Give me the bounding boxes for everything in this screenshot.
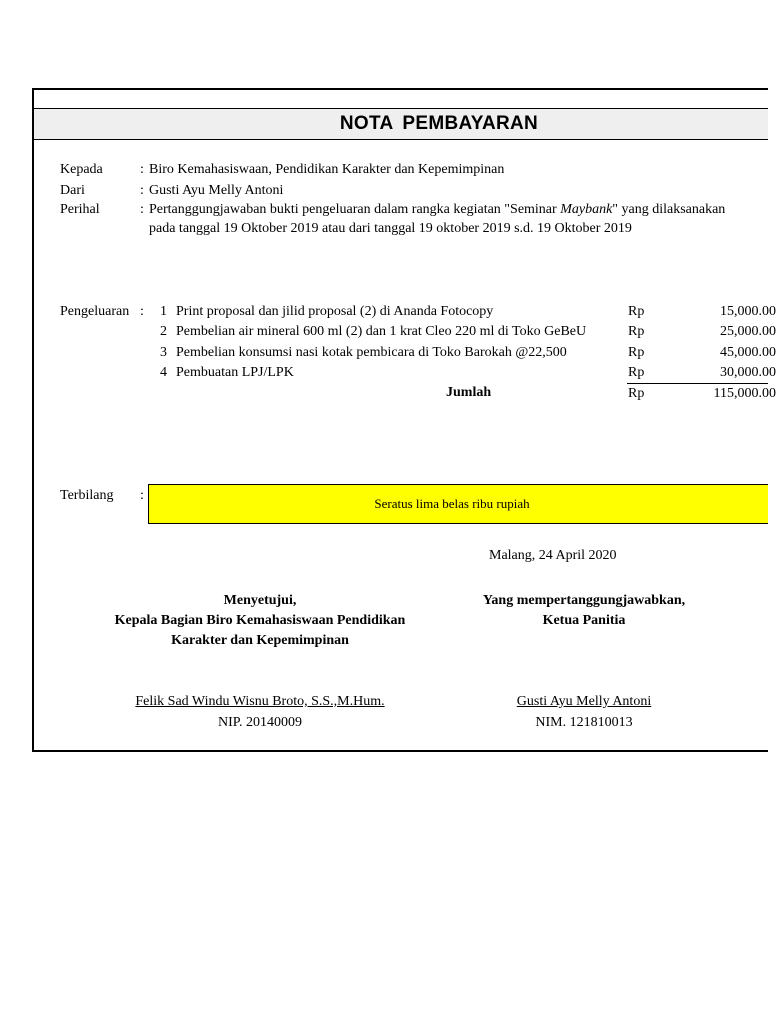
expense-amount: 15,000.00 [720,304,776,319]
left-signer-name-text: Felik Sad Windu Wisnu Broto, S.S.,M.Hum. [135,694,385,709]
total-amount-cell [668,385,776,403]
expense-amount: 45,000.00 [720,345,776,360]
dari-label: Dari [60,183,85,198]
pengeluaran-label: Pengeluaran [60,304,130,319]
kepada-label: Kepada [60,162,103,177]
place-date: Malang, 24 April 2020 [489,548,617,563]
expense-desc: Print proposal dan jilid proposal (2) di Ananda Fotocopy [176,304,494,319]
expense-no: 3 [160,345,167,360]
pengeluaran-colon: : [140,304,144,319]
expense-no: 1 [160,304,167,319]
terbilang-colon: : [140,488,144,503]
perihal-line1 [149,201,768,219]
perihal-line1-post: " yang dilaksanakan [612,202,726,217]
expense-currency: Rp [628,345,645,360]
left-sign-line1: Menyetujui, [223,593,297,608]
expense-amount-cell [668,364,776,382]
perihal-line1-pre: Pertanggungjawaban bukti pengeluaran dalam rangka kegiatan "Seminar [149,202,561,217]
left-sign-line3: Karakter dan Kepemimpinan [171,633,349,648]
total-amount: 115,000.00 [713,386,776,401]
expense-currency: Rp [628,304,645,319]
expense-amount-cell [668,323,776,341]
perihal-line1-italic: Maybank [560,202,613,217]
dari-value: Gusti Ayu Melly Antoni [149,183,284,198]
expense-currency: Rp [628,324,645,339]
expense-amount: 25,000.00 [720,324,776,339]
expense-desc: Pembuatan LPJ/LPK [176,365,294,380]
right-sign-line1: Yang mempertanggungjawabkan, [482,593,686,608]
right-signer-id: NIM. 121810013 [535,715,633,730]
left-sign-line2: Kepala Bagian Biro Kemahasiswaan Pendidikan [114,613,406,628]
right-signer-name [444,693,724,711]
terbilang-value: Seratus lima belas ribu rupiah [374,496,530,511]
expense-desc: Pembelian air mineral 600 ml (2) dan 1 krat Cleo 220 ml di Toko GeBeU [176,324,587,339]
total-currency: Rp [628,386,645,401]
perihal-line2: pada tanggal 19 Oktober 2019 atau dari tanggal 19 oktober 2019 s.d. 19 Oktober 2019 [149,221,632,236]
left-signer-id: NIP. 20140009 [217,715,302,730]
terbilang-box [148,484,768,524]
kepada-colon: : [140,162,144,177]
expense-amount: 30,000.00 [720,365,776,380]
title-bar [34,108,768,140]
dari-colon: : [140,183,144,198]
expense-amount-cell [668,303,776,321]
kepada-value: Biro Kemahasiswaan, Pendidikan Karakter dan Kepemimpinan [149,162,505,177]
terbilang-label: Terbilang [60,488,114,503]
right-signer-name-text: Gusti Ayu Melly Antoni [516,694,652,709]
document-title: NOTA PEMBAYARAN [339,113,539,134]
left-signer-name [60,693,460,711]
perihal-colon: : [140,202,144,217]
expense-currency: Rp [628,365,645,380]
right-sign-line2: Ketua Panitia [542,613,626,628]
perihal-label: Perihal [60,202,100,217]
expense-amount-cell [668,344,776,362]
expense-no: 2 [160,324,167,339]
expense-desc: Pembelian konsumsi nasi kotak pembicara di Toko Barokah @22,500 [176,345,567,360]
total-label: Jumlah [446,385,492,400]
subtotal-line [627,383,768,384]
expense-no: 4 [160,365,167,380]
